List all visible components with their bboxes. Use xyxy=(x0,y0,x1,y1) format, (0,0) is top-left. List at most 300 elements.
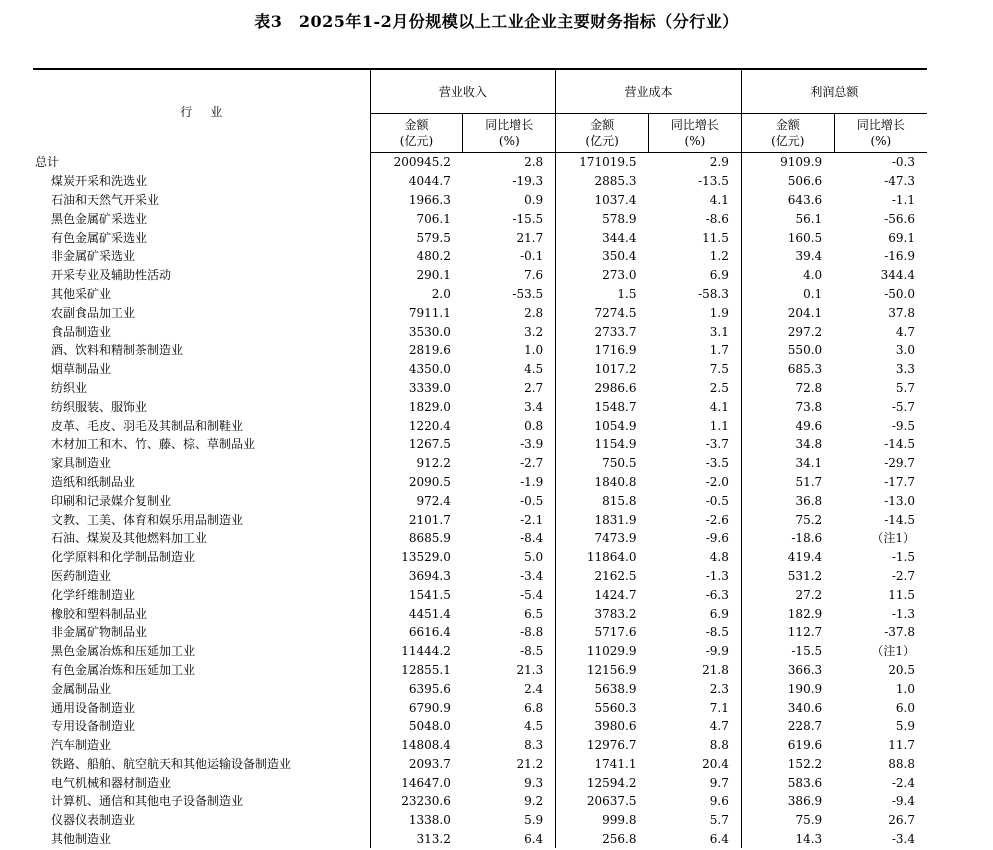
profit-amount-cell: 160.5 xyxy=(741,228,834,247)
cost-growth-cell: 4.7 xyxy=(709,719,729,734)
revenue-growth-cell: 2.4 xyxy=(524,681,544,696)
industry-name-cell: 纺织业 xyxy=(51,380,88,395)
profit-amount-cell: 56.1 xyxy=(741,209,834,228)
revenue-amount-cell: 7911.1 xyxy=(370,303,463,322)
cost-amount-cell: 5560.3 xyxy=(556,698,649,717)
table-row xyxy=(33,285,927,304)
amount-label: 金额 xyxy=(775,118,800,132)
profit-amount-cell: 34.8 xyxy=(741,435,834,454)
profit-amount-cell: 340.6 xyxy=(741,698,834,717)
revenue-amount-cell: 200945.2 xyxy=(370,153,463,172)
revenue-amount-cell: 1829.0 xyxy=(370,397,463,416)
cost-growth-cell: 4.1 xyxy=(709,399,729,414)
profit-amount-cell: 506.6 xyxy=(741,172,834,191)
revenue-growth-cell: -8.5 xyxy=(520,644,544,659)
industry-name-cell: 开采专业及辅助性活动 xyxy=(51,268,172,283)
profit-growth-cell: 88.8 xyxy=(888,756,915,771)
profit-growth-cell: -5.7 xyxy=(891,399,915,414)
cost-amount-cell: 3783.2 xyxy=(556,604,649,623)
cost-growth-cell: 1.7 xyxy=(709,343,729,358)
profit-growth-cell: 3.3 xyxy=(895,362,915,377)
revenue-amount-cell: 2093.7 xyxy=(370,755,463,774)
profit-growth-cell: 4.7 xyxy=(895,324,915,339)
revenue-growth-cell: 6.5 xyxy=(524,606,544,621)
profit-growth-cell: -1.1 xyxy=(891,192,915,207)
data-table xyxy=(33,68,927,848)
industry-name-cell: 非金属矿物制品业 xyxy=(51,625,148,640)
cost-amount-cell: 12594.2 xyxy=(556,773,649,792)
cost-amount-cell: 256.8 xyxy=(556,830,649,849)
revenue-amount-cell: 480.2 xyxy=(370,247,463,266)
amount-unit: (亿元) xyxy=(771,134,805,148)
industry-name-cell: 专用设备制造业 xyxy=(51,719,136,734)
cost-growth-cell: 4.1 xyxy=(709,192,729,207)
profit-amount-cell: 51.7 xyxy=(741,473,834,492)
profit-growth-cell: 26.7 xyxy=(888,813,915,828)
industry-header: 行业 xyxy=(33,69,370,153)
cost-growth-cell: -6.3 xyxy=(705,587,729,602)
cost-growth-cell: -2.0 xyxy=(705,474,729,489)
revenue-amount-cell: 6395.6 xyxy=(370,679,463,698)
revenue-growth-cell: -3.4 xyxy=(520,568,544,583)
cost-growth-cell: -9.9 xyxy=(705,644,729,659)
profit-amount-cell: 366.3 xyxy=(741,661,834,680)
growth-unit: (%) xyxy=(870,134,892,148)
cost-amount-cell: 1037.4 xyxy=(556,191,649,210)
cost-amount-cell: 1716.9 xyxy=(556,341,649,360)
table-row xyxy=(33,322,927,341)
revenue-growth-cell: 0.9 xyxy=(524,192,544,207)
revenue-amount-cell: 1267.5 xyxy=(370,435,463,454)
profit-amount-cell: -15.5 xyxy=(741,642,834,661)
table-row xyxy=(33,266,927,285)
cost-amount-cell: 171019.5 xyxy=(556,153,649,172)
profit-growth-cell: 5.7 xyxy=(895,380,915,395)
cost-growth-cell: -8.5 xyxy=(705,625,729,640)
revenue-amount-cell: 2101.7 xyxy=(370,510,463,529)
profit-growth-cell: -37.8 xyxy=(884,625,915,640)
industry-name-cell: 总计 xyxy=(35,155,60,170)
profit-amount-cell: 36.8 xyxy=(741,491,834,510)
cost-growth-cell: 9.7 xyxy=(709,775,729,790)
profit-growth-cell: （注1） xyxy=(871,644,915,659)
table-row xyxy=(33,755,927,774)
table-body xyxy=(33,153,927,849)
cost-growth-cell: 8.8 xyxy=(709,738,729,753)
cost-amount-cell: 11029.9 xyxy=(556,642,649,661)
table-row xyxy=(33,228,927,247)
profit-growth-cell: 344.4 xyxy=(880,268,915,283)
profit-growth-cell: -3.4 xyxy=(891,832,915,847)
cost-amount-cell: 2885.3 xyxy=(556,172,649,191)
revenue-amount-cell: 2.0 xyxy=(370,285,463,304)
table-row xyxy=(33,548,927,567)
profit-group-header: 利润总额 xyxy=(741,69,927,114)
profit-growth-cell: 5.9 xyxy=(895,719,915,734)
table-row xyxy=(33,792,927,811)
cost-growth-cell: 5.7 xyxy=(709,813,729,828)
cost-amount-cell: 1548.7 xyxy=(556,397,649,416)
cost-amount-cell: 1054.9 xyxy=(556,416,649,435)
revenue-growth-cell: 9.3 xyxy=(524,775,544,790)
revenue-amount-cell: 4044.7 xyxy=(370,172,463,191)
profit-growth-cell: -13.0 xyxy=(884,493,915,508)
table-row xyxy=(33,623,927,642)
profit-growth-cell: -2.7 xyxy=(891,568,915,583)
industry-name-cell: 煤炭开采和洗选业 xyxy=(51,174,148,189)
table-row xyxy=(33,717,927,736)
cost-amount-cell: 578.9 xyxy=(556,209,649,228)
table-row xyxy=(33,473,927,492)
table-row xyxy=(33,679,927,698)
profit-amount-cell: 14.3 xyxy=(741,830,834,849)
profit-amount-cell: 228.7 xyxy=(741,717,834,736)
industry-name-cell: 石油和天然气开采业 xyxy=(51,192,160,207)
cost-amount-cell: 5717.6 xyxy=(556,623,649,642)
revenue-growth-cell: 0.8 xyxy=(524,418,544,433)
revenue-growth-cell: 4.5 xyxy=(524,719,544,734)
table-row xyxy=(33,830,927,849)
profit-growth-cell: -9.4 xyxy=(891,794,915,809)
cost-amount-header xyxy=(556,114,649,153)
profit-growth-cell: -14.5 xyxy=(884,512,915,527)
industry-name-cell: 印刷和记录媒介复制业 xyxy=(51,493,172,508)
revenue-growth-cell: 2.8 xyxy=(524,305,544,320)
revenue-amount-cell: 13529.0 xyxy=(370,548,463,567)
industry-name-cell: 非金属矿采选业 xyxy=(51,249,136,264)
revenue-amount-cell: 290.1 xyxy=(370,266,463,285)
industry-name-cell: 汽车制造业 xyxy=(51,738,112,753)
cost-amount-cell: 1424.7 xyxy=(556,585,649,604)
profit-amount-cell: 4.0 xyxy=(741,266,834,285)
profit-amount-cell: 75.9 xyxy=(741,811,834,830)
cost-growth-cell: -1.3 xyxy=(705,568,729,583)
profit-amount-cell: 152.2 xyxy=(741,755,834,774)
revenue-amount-cell: 1220.4 xyxy=(370,416,463,435)
profit-amount-cell: 9109.9 xyxy=(741,153,834,172)
industry-name-cell: 有色金属矿采选业 xyxy=(51,230,148,245)
table-row xyxy=(33,416,927,435)
cost-growth-cell: 6.9 xyxy=(709,606,729,621)
table-row xyxy=(33,585,927,604)
profit-amount-cell: 39.4 xyxy=(741,247,834,266)
cost-growth-cell: 3.1 xyxy=(709,324,729,339)
profit-amount-cell: 72.8 xyxy=(741,379,834,398)
revenue-growth-cell: 1.0 xyxy=(524,343,544,358)
industry-name-cell: 铁路、船舶、航空航天和其他运输设备制造业 xyxy=(51,756,292,771)
revenue-amount-cell: 8685.9 xyxy=(370,529,463,548)
profit-growth-cell: -29.7 xyxy=(884,456,915,471)
profit-amount-cell: 550.0 xyxy=(741,341,834,360)
industry-name-cell: 烟草制品业 xyxy=(51,362,112,377)
industry-name-cell: 酒、饮料和精制茶制造业 xyxy=(51,343,184,358)
amount-label: 金额 xyxy=(590,118,615,132)
industry-name-cell: 通用设备制造业 xyxy=(51,700,136,715)
cost-growth-cell: 20.4 xyxy=(702,756,729,771)
revenue-amount-cell: 23230.6 xyxy=(370,792,463,811)
cost-growth-cell: 1.9 xyxy=(709,305,729,320)
revenue-amount-cell: 4350.0 xyxy=(370,360,463,379)
cost-amount-cell: 1.5 xyxy=(556,285,649,304)
table-row xyxy=(33,397,927,416)
revenue-growth-cell: -2.7 xyxy=(520,456,544,471)
industry-name-cell: 化学原料和化学制品制造业 xyxy=(51,550,196,565)
industry-name-cell: 食品制造业 xyxy=(51,324,112,339)
revenue-growth-cell: 2.7 xyxy=(524,380,544,395)
cost-amount-cell: 7473.9 xyxy=(556,529,649,548)
cost-amount-cell: 1840.8 xyxy=(556,473,649,492)
table-row xyxy=(33,567,927,586)
profit-growth-cell: -14.5 xyxy=(884,437,915,452)
cost-amount-cell: 1017.2 xyxy=(556,360,649,379)
table-title: 表3 2025年1-2月份规模以上工业企业主要财务指标（分行业） xyxy=(254,12,739,31)
growth-unit: (%) xyxy=(684,134,706,148)
profit-growth-cell: -56.6 xyxy=(884,211,915,226)
profit-amount-cell: 190.9 xyxy=(741,679,834,698)
revenue-amount-cell: 2819.6 xyxy=(370,341,463,360)
profit-amount-cell: 204.1 xyxy=(741,303,834,322)
cost-growth-cell: -0.5 xyxy=(705,493,729,508)
cost-amount-cell: 344.4 xyxy=(556,228,649,247)
industry-name-cell: 纺织服装、服饰业 xyxy=(51,399,148,414)
revenue-growth-cell: 21.7 xyxy=(516,230,544,245)
amount-unit: (亿元) xyxy=(399,134,434,148)
cost-amount-cell: 2986.6 xyxy=(556,379,649,398)
table-row xyxy=(33,191,927,210)
industry-name-cell: 石油、煤炭及其他燃料加工业 xyxy=(51,531,208,546)
revenue-amount-cell: 3339.0 xyxy=(370,379,463,398)
cost-growth-cell: 6.9 xyxy=(709,268,729,283)
growth-unit: (%) xyxy=(498,134,520,148)
revenue-group-header: 营业收入 xyxy=(370,69,556,114)
revenue-amount-cell: 6616.4 xyxy=(370,623,463,642)
profit-growth-cell: -17.7 xyxy=(884,474,915,489)
table-row xyxy=(33,379,927,398)
revenue-amount-cell: 3530.0 xyxy=(370,322,463,341)
cost-amount-cell: 815.8 xyxy=(556,491,649,510)
cost-amount-cell: 2162.5 xyxy=(556,567,649,586)
cost-growth-cell: 2.5 xyxy=(709,380,729,395)
revenue-growth-cell: 5.9 xyxy=(524,813,544,828)
table-row xyxy=(33,529,927,548)
total-row xyxy=(33,153,927,172)
revenue-growth-cell: 6.4 xyxy=(524,832,544,847)
table-row xyxy=(33,172,927,191)
industry-name-cell: 家具制造业 xyxy=(51,456,112,471)
profit-amount-cell: 531.2 xyxy=(741,567,834,586)
industry-name-cell: 皮革、毛皮、羽毛及其制品和制鞋业 xyxy=(51,418,244,433)
revenue-growth-cell: 2.8 xyxy=(524,155,544,170)
profit-amount-header xyxy=(741,114,834,153)
cost-growth-cell: 2.9 xyxy=(709,155,729,170)
amount-label: 金额 xyxy=(404,118,429,132)
cost-group-header: 营业成本 xyxy=(556,69,742,114)
revenue-amount-cell: 12855.1 xyxy=(370,661,463,680)
industry-name-cell: 其他制造业 xyxy=(51,832,112,847)
revenue-growth-cell: 5.0 xyxy=(524,550,544,565)
cost-amount-cell: 1741.1 xyxy=(556,755,649,774)
table-row xyxy=(33,661,927,680)
cost-amount-cell: 750.5 xyxy=(556,454,649,473)
revenue-growth-cell: 9.2 xyxy=(524,794,544,809)
cost-growth-cell: 6.4 xyxy=(709,832,729,847)
profit-amount-cell: 583.6 xyxy=(741,773,834,792)
cost-amount-cell: 999.8 xyxy=(556,811,649,830)
profit-amount-cell: 0.1 xyxy=(741,285,834,304)
cost-growth-cell: -58.3 xyxy=(698,286,729,301)
revenue-amount-cell: 1338.0 xyxy=(370,811,463,830)
profit-growth-cell: （注1） xyxy=(871,531,915,546)
profit-amount-cell: -18.6 xyxy=(741,529,834,548)
revenue-amount-cell: 14647.0 xyxy=(370,773,463,792)
profit-growth-cell: -16.9 xyxy=(884,249,915,264)
cost-amount-cell: 20637.5 xyxy=(556,792,649,811)
cost-amount-cell: 11864.0 xyxy=(556,548,649,567)
cost-growth-cell: -8.6 xyxy=(705,211,729,226)
profit-growth-cell: -2.4 xyxy=(891,775,915,790)
profit-growth-cell: -1.5 xyxy=(891,550,915,565)
table-row xyxy=(33,736,927,755)
amount-unit: (亿元) xyxy=(585,134,619,148)
profit-growth-cell: 20.5 xyxy=(888,662,915,677)
table-row xyxy=(33,491,927,510)
table-row xyxy=(33,454,927,473)
revenue-amount-cell: 3694.3 xyxy=(370,567,463,586)
profit-amount-cell: 75.2 xyxy=(741,510,834,529)
revenue-amount-cell: 2090.5 xyxy=(370,473,463,492)
revenue-growth-cell: 21.3 xyxy=(516,662,544,677)
cost-growth-cell: -13.5 xyxy=(698,174,729,189)
cost-amount-cell: 5638.9 xyxy=(556,679,649,698)
profit-growth-cell: -0.3 xyxy=(891,155,915,170)
cost-growth-cell: -9.6 xyxy=(705,531,729,546)
revenue-amount-cell: 6790.9 xyxy=(370,698,463,717)
revenue-amount-cell: 706.1 xyxy=(370,209,463,228)
table-row xyxy=(33,510,927,529)
profit-amount-cell: 112.7 xyxy=(741,623,834,642)
industry-name-cell: 木材加工和木、竹、藤、棕、草制品业 xyxy=(51,437,256,452)
revenue-growth-cell: -1.9 xyxy=(520,474,544,489)
revenue-amount-cell: 1541.5 xyxy=(370,585,463,604)
profit-growth-cell: 6.0 xyxy=(895,700,915,715)
table-row xyxy=(33,773,927,792)
cost-amount-cell: 1831.9 xyxy=(556,510,649,529)
profit-growth-cell: 3.0 xyxy=(895,343,915,358)
profit-growth-cell: 11.7 xyxy=(888,738,915,753)
profit-growth-cell: -1.3 xyxy=(891,606,915,621)
revenue-amount-cell: 5048.0 xyxy=(370,717,463,736)
revenue-amount-cell: 1966.3 xyxy=(370,191,463,210)
profit-amount-cell: 73.8 xyxy=(741,397,834,416)
revenue-growth-cell: 3.2 xyxy=(524,324,544,339)
cost-amount-cell: 273.0 xyxy=(556,266,649,285)
cost-growth-cell: 7.5 xyxy=(709,362,729,377)
cost-amount-cell: 350.4 xyxy=(556,247,649,266)
table-row xyxy=(33,698,927,717)
profit-growth-cell: 69.1 xyxy=(888,230,915,245)
revenue-growth-cell: -8.8 xyxy=(520,625,544,640)
growth-label: 同比增长 xyxy=(670,118,719,132)
revenue-growth-cell: -8.4 xyxy=(520,531,544,546)
industry-name-cell: 电气机械和器材制造业 xyxy=(51,775,172,790)
profit-growth-cell: 1.0 xyxy=(895,681,915,696)
profit-amount-cell: 34.1 xyxy=(741,454,834,473)
revenue-amount-cell: 972.4 xyxy=(370,491,463,510)
profit-amount-cell: 643.6 xyxy=(741,191,834,210)
revenue-amount-cell: 4451.4 xyxy=(370,604,463,623)
table-row xyxy=(33,811,927,830)
industry-name-cell: 医药制造业 xyxy=(51,568,112,583)
industry-name-cell: 橡胶和塑料制品业 xyxy=(51,606,148,621)
revenue-growth-cell: -15.5 xyxy=(512,211,544,226)
revenue-growth-cell: 6.8 xyxy=(524,700,544,715)
growth-label: 同比增长 xyxy=(485,118,534,132)
cost-growth-cell: 11.5 xyxy=(702,230,729,245)
profit-amount-cell: 419.4 xyxy=(741,548,834,567)
revenue-amount-cell: 14808.4 xyxy=(370,736,463,755)
revenue-growth-cell: -0.1 xyxy=(520,249,544,264)
industry-name-cell: 金属制品业 xyxy=(51,681,112,696)
profit-amount-cell: 49.6 xyxy=(741,416,834,435)
profit-amount-cell: 386.9 xyxy=(741,792,834,811)
industry-name-cell: 有色金属冶炼和压延加工业 xyxy=(51,662,196,677)
table-row xyxy=(33,209,927,228)
revenue-growth-header xyxy=(463,114,556,153)
profit-amount-cell: 182.9 xyxy=(741,604,834,623)
financial-indicators-table xyxy=(33,68,927,848)
revenue-growth-cell: 3.4 xyxy=(524,399,544,414)
profit-growth-cell: -9.5 xyxy=(891,418,915,433)
table-row xyxy=(33,604,927,623)
industry-name-cell: 黑色金属冶炼和压延加工业 xyxy=(51,644,196,659)
revenue-growth-cell: -2.1 xyxy=(520,512,544,527)
revenue-growth-cell: 8.3 xyxy=(524,738,544,753)
profit-growth-cell: 11.5 xyxy=(888,587,915,602)
table-row xyxy=(33,360,927,379)
table-row xyxy=(33,247,927,266)
cost-growth-cell: 1.2 xyxy=(709,249,729,264)
industry-name-cell: 计算机、通信和其他电子设备制造业 xyxy=(51,794,244,809)
industry-name-cell: 黑色金属矿采选业 xyxy=(51,211,148,226)
revenue-growth-cell: -19.3 xyxy=(512,174,544,189)
profit-amount-cell: 685.3 xyxy=(741,360,834,379)
table-header xyxy=(33,69,927,153)
cost-growth-cell: 7.1 xyxy=(709,700,729,715)
table-row xyxy=(33,642,927,661)
cost-amount-cell: 3980.6 xyxy=(556,717,649,736)
growth-label: 同比增长 xyxy=(856,118,905,132)
revenue-growth-cell: -5.4 xyxy=(520,587,544,602)
industry-name-cell: 化学纤维制造业 xyxy=(51,587,136,602)
revenue-amount-header xyxy=(370,114,463,153)
cost-growth-header xyxy=(649,114,742,153)
industry-name-cell: 造纸和纸制品业 xyxy=(51,474,136,489)
revenue-amount-cell: 313.2 xyxy=(370,830,463,849)
cost-growth-cell: 4.8 xyxy=(709,550,729,565)
revenue-growth-cell: 4.5 xyxy=(524,362,544,377)
cost-amount-cell: 2733.7 xyxy=(556,322,649,341)
cost-growth-cell: 9.6 xyxy=(709,794,729,809)
cost-growth-cell: -3.5 xyxy=(705,456,729,471)
profit-growth-cell: 37.8 xyxy=(888,305,915,320)
revenue-amount-cell: 912.2 xyxy=(370,454,463,473)
industry-name-cell: 文教、工美、体育和娱乐用品制造业 xyxy=(51,512,244,527)
profit-amount-cell: 27.2 xyxy=(741,585,834,604)
cost-growth-cell: 21.8 xyxy=(702,662,729,677)
revenue-growth-cell: -3.9 xyxy=(520,437,544,452)
cost-amount-cell: 12976.7 xyxy=(556,736,649,755)
cost-amount-cell: 7274.5 xyxy=(556,303,649,322)
